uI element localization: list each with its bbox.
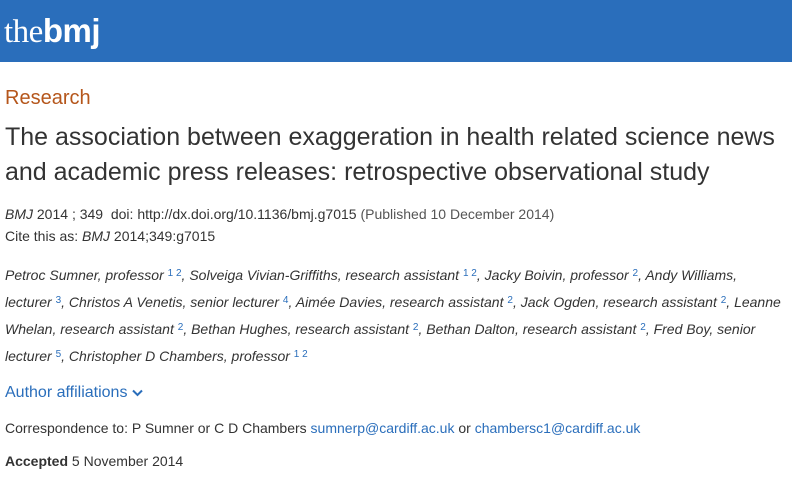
author-name[interactable]: Christopher D Chambers, professor [68, 348, 290, 364]
author-separator: , [726, 294, 735, 310]
affiliation-ref[interactable]: 2 [412, 322, 419, 333]
author-name[interactable]: Solveiga Vivian-Griffiths, research assistant [189, 267, 460, 283]
doi-label: doi: [110, 206, 134, 222]
section-label: Research [5, 87, 91, 109]
volume-separator: ; [71, 206, 76, 222]
article-header [0, 86, 792, 471]
chevron-down-icon [132, 382, 143, 404]
author-name[interactable]: Christos A Venetis, senior lecturer [68, 294, 280, 310]
correspondence-prefix: Correspondence to: P Sumner or C D Chambers [5, 420, 307, 436]
accepted-date [5, 451, 787, 471]
logo-the: the [4, 13, 43, 50]
correspondence [5, 418, 787, 438]
affiliation-ref[interactable]: 2 [632, 268, 639, 279]
author-separator: , [61, 348, 69, 364]
affiliation-ref[interactable]: 4 [282, 295, 289, 306]
author-name[interactable]: Bethan Hughes, research assistant [191, 321, 409, 337]
affiliation-ref[interactable]: 2 [720, 295, 727, 306]
author-list [5, 261, 790, 369]
author-name[interactable]: Fred Boy, senior lecturer [5, 321, 756, 364]
author-separator: , [645, 321, 654, 337]
journal-year: 2014 [36, 206, 69, 222]
doi-line [5, 203, 787, 225]
site-header [0, 0, 792, 62]
doi-url[interactable]: http://dx.doi.org/10.1136/bmj.g7015 [137, 206, 357, 222]
author-separator: , [512, 294, 521, 310]
affiliation-ref[interactable]: 1 2 [293, 349, 308, 360]
author-name[interactable]: Petroc Sumner, professor [5, 267, 164, 283]
author-separator: , [181, 267, 190, 283]
email-link-chambers[interactable]: chambersc1@cardiff.ac.uk [474, 420, 641, 436]
affiliation-ref[interactable]: 1 2 [167, 268, 182, 279]
author-affiliations-toggle[interactable] [5, 382, 143, 404]
cite-journal: BMJ [82, 228, 111, 244]
affiliation-ref[interactable]: 2 [177, 322, 184, 333]
author-separator: , [183, 321, 192, 337]
author-separator: , [638, 267, 646, 283]
journal-name: BMJ [5, 206, 33, 222]
citation-meta [5, 203, 787, 247]
published-date: (Published 10 December 2014) [360, 206, 555, 222]
email-link-sumner[interactable]: sumnerp@cardiff.ac.uk [310, 420, 455, 436]
author-name[interactable]: Jack Ogden, research assistant [520, 294, 717, 310]
affiliation-ref[interactable]: 2 [507, 295, 513, 306]
cite-line [5, 225, 787, 247]
accepted-value: 5 November 2014 [71, 453, 184, 469]
author-name[interactable]: Bethan Dalton, research assistant [426, 321, 637, 337]
bmj-logo[interactable] [4, 11, 100, 50]
author-separator: , [61, 294, 69, 310]
journal-volume: 349 [79, 206, 104, 222]
cite-ref: 2014;349:g7015 [113, 228, 216, 244]
author-separator: , [476, 267, 485, 283]
author-name[interactable]: Aimée Davies, research assistant [295, 294, 504, 310]
affiliations-label: Author affiliations [5, 384, 128, 401]
correspondence-or: or [458, 420, 471, 436]
article-title: The association between exaggeration in health related science news and academic press releases: retrospective observational study [5, 123, 775, 186]
accepted-label: Accepted [5, 453, 69, 469]
author-name[interactable]: Jacky Boivin, professor [484, 267, 629, 283]
author-separator: , [418, 321, 427, 337]
affiliation-ref[interactable]: 3 [55, 295, 62, 306]
logo-bmj: bmj [42, 11, 100, 49]
author-name[interactable]: Andy Williams, lecturer [5, 267, 737, 310]
cite-label: Cite this as: [5, 228, 79, 244]
author-name[interactable]: Leanne Whelan, research assistant [5, 294, 781, 337]
affiliation-ref[interactable]: 1 2 [462, 268, 477, 279]
affiliation-ref[interactable]: 5 [55, 349, 62, 360]
affiliation-ref[interactable]: 2 [640, 322, 646, 333]
author-separator: , [288, 294, 296, 310]
